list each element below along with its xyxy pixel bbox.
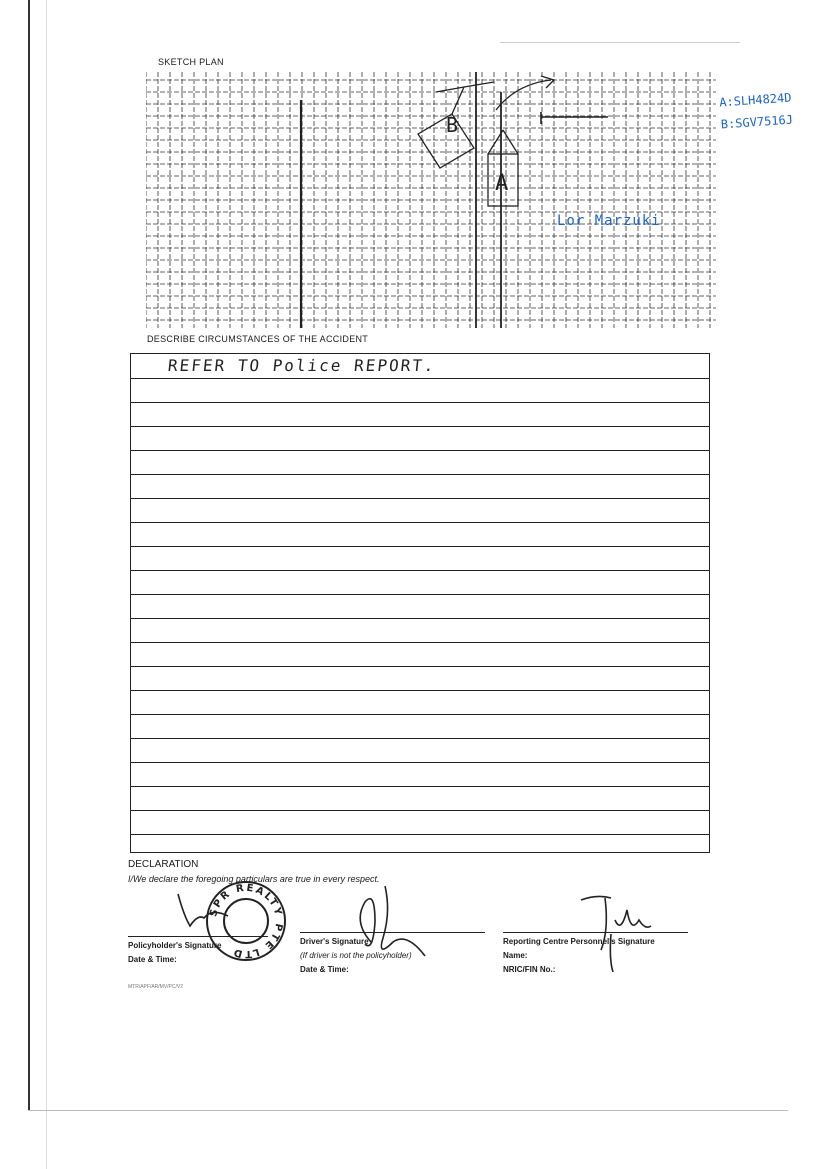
ruled-line (131, 762, 709, 763)
vehicle-a-label: A (495, 171, 509, 196)
ruled-line (131, 642, 709, 643)
policyholder-signature-label: Policyholder's Signature (128, 941, 222, 950)
ruled-line (131, 618, 709, 619)
page-left-fold (46, 0, 47, 1169)
circumstances-handwritten-text: REFER TO Police REPORT. (167, 356, 437, 375)
sketch-plan-title: SKETCH PLAN (158, 57, 224, 67)
reporting-signature-label: Reporting Centre Personnel's Signature (503, 937, 655, 946)
sketch-grid (146, 72, 716, 328)
ruled-line (131, 474, 709, 475)
ruled-line (131, 594, 709, 595)
driver-signature-note: (If driver is not the policyholder) (300, 951, 412, 960)
page-left-edge (28, 0, 30, 1110)
ruled-line (131, 786, 709, 787)
ruled-line (131, 834, 709, 835)
company-stamp (205, 880, 287, 962)
ruled-line (131, 378, 709, 379)
declaration-title: DECLARATION (128, 859, 199, 870)
ruled-line (131, 546, 709, 547)
page-bottom-edge (28, 1110, 788, 1111)
ruled-line (131, 570, 709, 571)
ruled-line (131, 402, 709, 403)
handwritten-plate-annotations (719, 87, 794, 136)
declaration-text: I/We declare the foregoing particulars are true in every respect. (128, 874, 380, 884)
circumstances-box (130, 353, 710, 853)
page-top-edge (500, 42, 740, 43)
vehicle-b-label: B (446, 113, 459, 137)
location-annotation: Lor Marzuki (557, 213, 661, 229)
form-reference-note: MTR/APF/AR/MV/PC/V2 (128, 984, 184, 990)
ruled-line (131, 738, 709, 739)
driver-signature-label: Driver's Signature (300, 937, 369, 946)
ruled-line (131, 666, 709, 667)
ruled-line (131, 450, 709, 451)
reporting-signature (575, 890, 665, 980)
reporting-nric-label: NRIC/FIN No.: (503, 965, 556, 974)
svg-text:SPR REALTY PTE LTD: SPR REALTY PTE LTD (208, 882, 285, 960)
plate-b-annotation: B:SGV7516J (720, 112, 794, 132)
ruled-line (131, 714, 709, 715)
policyholder-date-label: Date & Time: (128, 955, 177, 964)
plate-a-annotation: A:SLH4824D (718, 90, 792, 110)
ruled-line (131, 810, 709, 811)
ruled-line (131, 690, 709, 691)
driver-signature (345, 882, 435, 972)
ruled-line (131, 426, 709, 427)
driver-date-label: Date & Time: (300, 965, 349, 974)
ruled-line (131, 522, 709, 523)
circumstances-title: DESCRIBE CIRCUMSTANCES OF THE ACCIDENT (147, 334, 369, 344)
reporting-name-label: Name: (503, 951, 528, 960)
ruled-line (131, 498, 709, 499)
